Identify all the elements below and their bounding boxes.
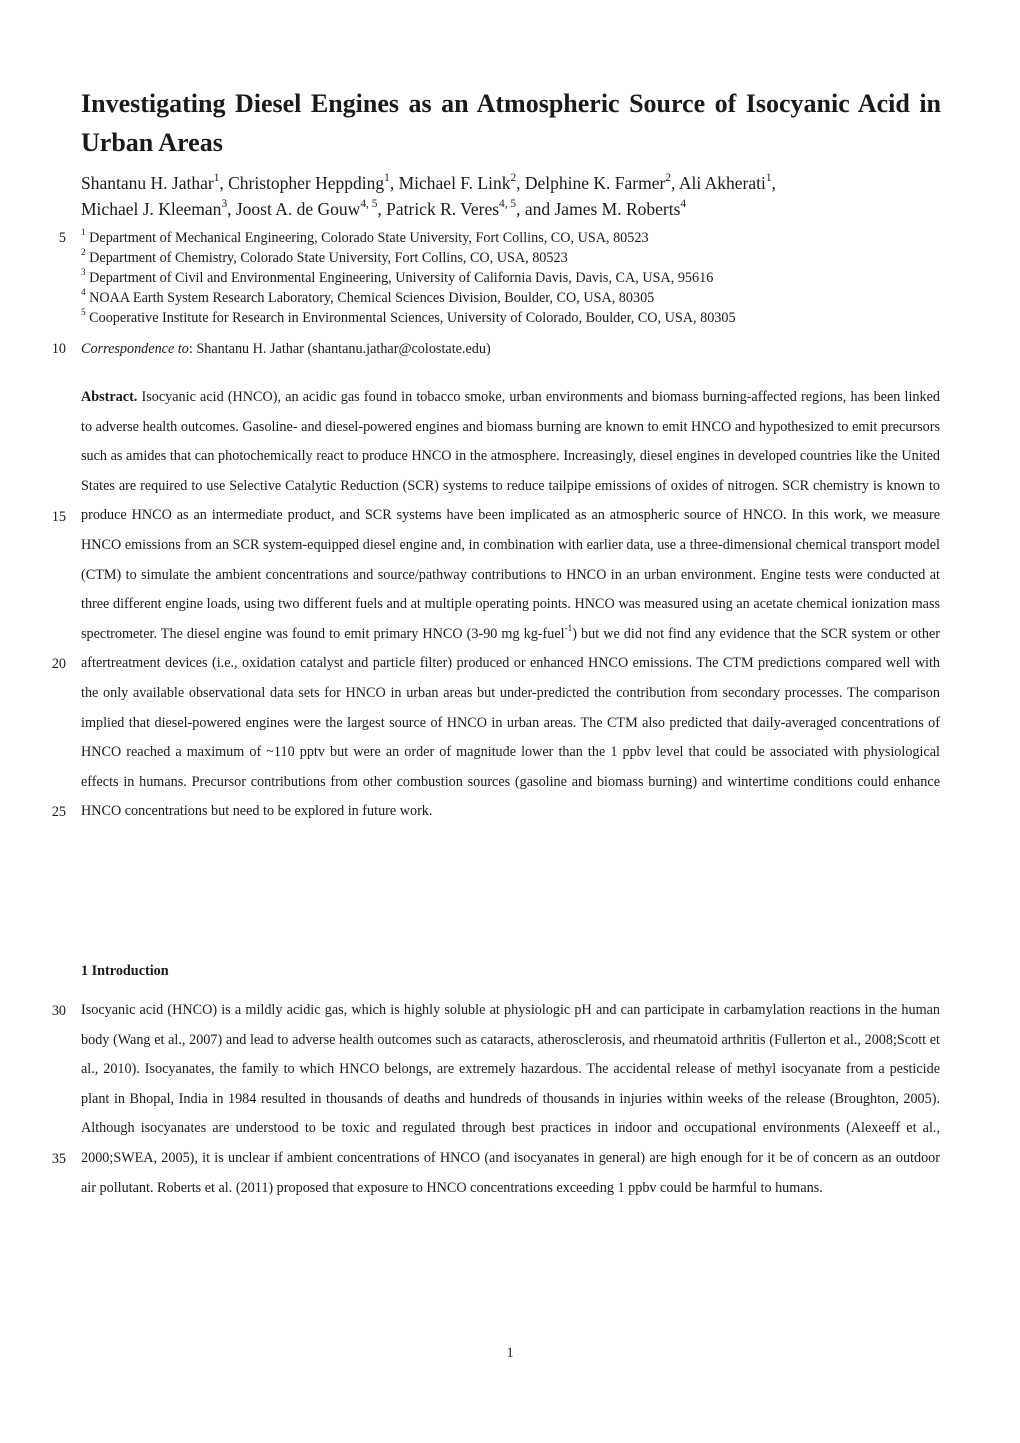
- author-list: Shantanu H. Jathar$^1$, Christopher Heppding$^1$, Michael F. Link$^2$, Delphine K. Farmer$^2$, Ali Akherati$^1$, Michael J. Kleeman$^3$, Joost A. de Gouw$^{4, 5}$, Patrick R. Veres$^{4, 5}$, and James M. Roberts$^4$: [81, 172, 776, 219]
- unit-exponent: -1: [564, 623, 573, 634]
- affiliation-number: 3: [81, 267, 86, 278]
- author-affiliation-mark: 4, 5: [360, 198, 378, 211]
- correspondence-line: [81, 339, 940, 359]
- section-heading: 1 Introduction: [81, 963, 169, 979]
- author-name: James M. Roberts: [554, 199, 681, 219]
- author-name: Delphine K. Farmer: [524, 173, 666, 193]
- affiliation-item: [81, 268, 940, 288]
- affiliation-number: 5: [81, 307, 86, 318]
- line-number: 35: [51, 1151, 66, 1167]
- author-affiliation-mark: 1: [384, 172, 390, 185]
- affiliation-text: Cooperative Institute for Research in Environmental Sciences, University of Colorado, Boulder, CO, USA, 80305: [89, 310, 736, 326]
- affiliation-text: NOAA Earth System Research Laboratory, Chemical Sciences Division, Boulder, CO, USA, 80305: [89, 290, 655, 306]
- line-number: 5: [58, 230, 66, 246]
- affiliation-number: 4: [81, 287, 86, 298]
- abstract-label: Abstract.: [81, 389, 138, 405]
- author-name: Christopher Heppding: [228, 173, 385, 193]
- abstract-paragraph: [81, 383, 940, 827]
- author-name: Michael F. Link: [398, 173, 511, 193]
- author-name: Joost A. de Gouw: [235, 199, 361, 219]
- correspondence-label: Correspondence to: [81, 341, 189, 357]
- author-name: Shantanu H. Jathar: [81, 173, 214, 193]
- affiliation-item: [81, 288, 940, 308]
- line-number: 10: [51, 341, 66, 357]
- affiliation-text: Department of Mechanical Engineering, Colorado State University, Fort Collins, CO, USA, 80523: [89, 230, 649, 246]
- author-name: Michael J. Kleeman: [81, 199, 222, 219]
- line-number: 30: [51, 1003, 66, 1019]
- author-name: Patrick R. Veres: [386, 199, 500, 219]
- author-affiliation-mark: 3: [221, 198, 228, 211]
- line-number: 20: [51, 656, 66, 672]
- affiliation-list: [81, 228, 940, 328]
- author-affiliation-mark: 4: [680, 198, 687, 211]
- paper-title: Investigating Diesel Engines as an Atmospheric Source of Isocyanic Acid in Urban Areas: [81, 89, 941, 157]
- author-affiliation-mark: 2: [510, 172, 517, 185]
- affiliation-item: [81, 228, 940, 248]
- correspondence-text: : Shantanu H. Jathar (shantanu.jathar@colostate.edu): [188, 341, 491, 357]
- introduction-paragraph: Isocyanic acid (HNCO) is a mildly acidic gas, which is highly soluble at physiologic pH and can participate in carbamylation reactions in the human body (Wang et al., 2007) and lead to adverse health outcomes such as cataracts, atherosclerosis, and rheumatoid arthritis (Fullerton et al., 2008;Scott et al., 2010). Isocyanates, the family to which HNCO belongs, are extremely hazardous. The accidental release of methyl isocyanate from a pesticide plant in Bhopal, India in 1984 resulted in thousands of deaths and hundreds of thousands in injuries within weeks of the release (Broughton, 2005). Although isocyanates are understood to be toxic and regulated through best practices in indoor and occupational environments (Alexeeff et al., 2000;SWEA, 2005), it is unclear if ambient concentrations of HNCO (and isocyanates in general) are high enough for it be of concern as an outdoor air pollutant. Roberts et al. (2011) proposed that exposure to HNCO concentrations exceeding 1 ppbv could be harmful to humans.: [81, 1002, 940, 1196]
- page-number: 1: [506, 1345, 514, 1361]
- affiliation-number: 1: [81, 227, 86, 238]
- line-number: 15: [51, 509, 66, 525]
- author-name: Ali Akherati: [678, 173, 766, 193]
- line-number: 25: [51, 804, 66, 820]
- author-affiliation-mark: 2: [665, 172, 672, 185]
- author-affiliation-mark: 1: [213, 172, 220, 185]
- abstract-text: Isocyanic acid (HNCO), an acidic gas found in tobacco smoke, urban environments and biomass burning-affected regions, has been linked to adverse health outcomes. Gasoline- and diesel-powered engines and biomass burning are known to emit HNCO and hypothesized to emit precursors such as amides that can photochemically react to produce HNCO in the atmosphere. Increasingly, diesel engines in developed countries like the United States are required to use Selective Catalytic Reduction (SCR) systems to reduce tailpipe emissions of oxides of nitrogen. SCR chemistry is known to produce HNCO as an intermediate product, and SCR systems have been implicated as an atmospheric source of HNCO. In this work, we measure HNCO emissions from an SCR system-equipped diesel engine and, in combination with earlier data, use a three-dimensional chemical transport model (CTM) to simulate the ambient concentrations and source/pathway contributions to HNCO in an urban environment. Engine tests were conducted at three different engine loads, using two different fuels and at multiple operating points. HNCO was measured using an acetate chemical ionization mass spectrometer. The diesel engine was found to emit primary HNCO (3-90 mg kg-fuel: [81, 389, 940, 642]
- affiliation-text: Department of Chemistry, Colorado State University, Fort Collins, CO, USA, 80523: [89, 250, 568, 266]
- affiliation-number: 2: [81, 247, 86, 258]
- author-affiliation-mark: 4, 5: [499, 198, 517, 211]
- abstract-text-continued: ) but we did not find any evidence that the SCR system or other aftertreatment devices (i.e., oxidation catalyst and particle filter) produced or enhanced HNCO emissions. The CTM predictions compared well with the only available observational data sets for HNCO in urban areas but under-predicted the contribution from secondary processes. The comparison implied that diesel-powered engines were the largest source of HNCO in urban areas. The CTM also predicted that daily-averaged concentrations of HNCO reached a maximum of ~110 pptv but were an order of magnitude lower than the 1 ppbv level that could be associated with physiological effects in humans. Precursor contributions from other combustion sources (gasoline and biomass burning) and wintertime conditions could enhance HNCO concentrations but need to be explored in future work.: [81, 625, 940, 820]
- affiliation-item: [81, 248, 940, 268]
- affiliation-item: [81, 308, 940, 328]
- affiliation-text: Department of Civil and Environmental Engineering, University of California Davis, Davis, CA, USA, 95616: [89, 270, 714, 286]
- author-affiliation-mark: 1: [765, 172, 772, 185]
